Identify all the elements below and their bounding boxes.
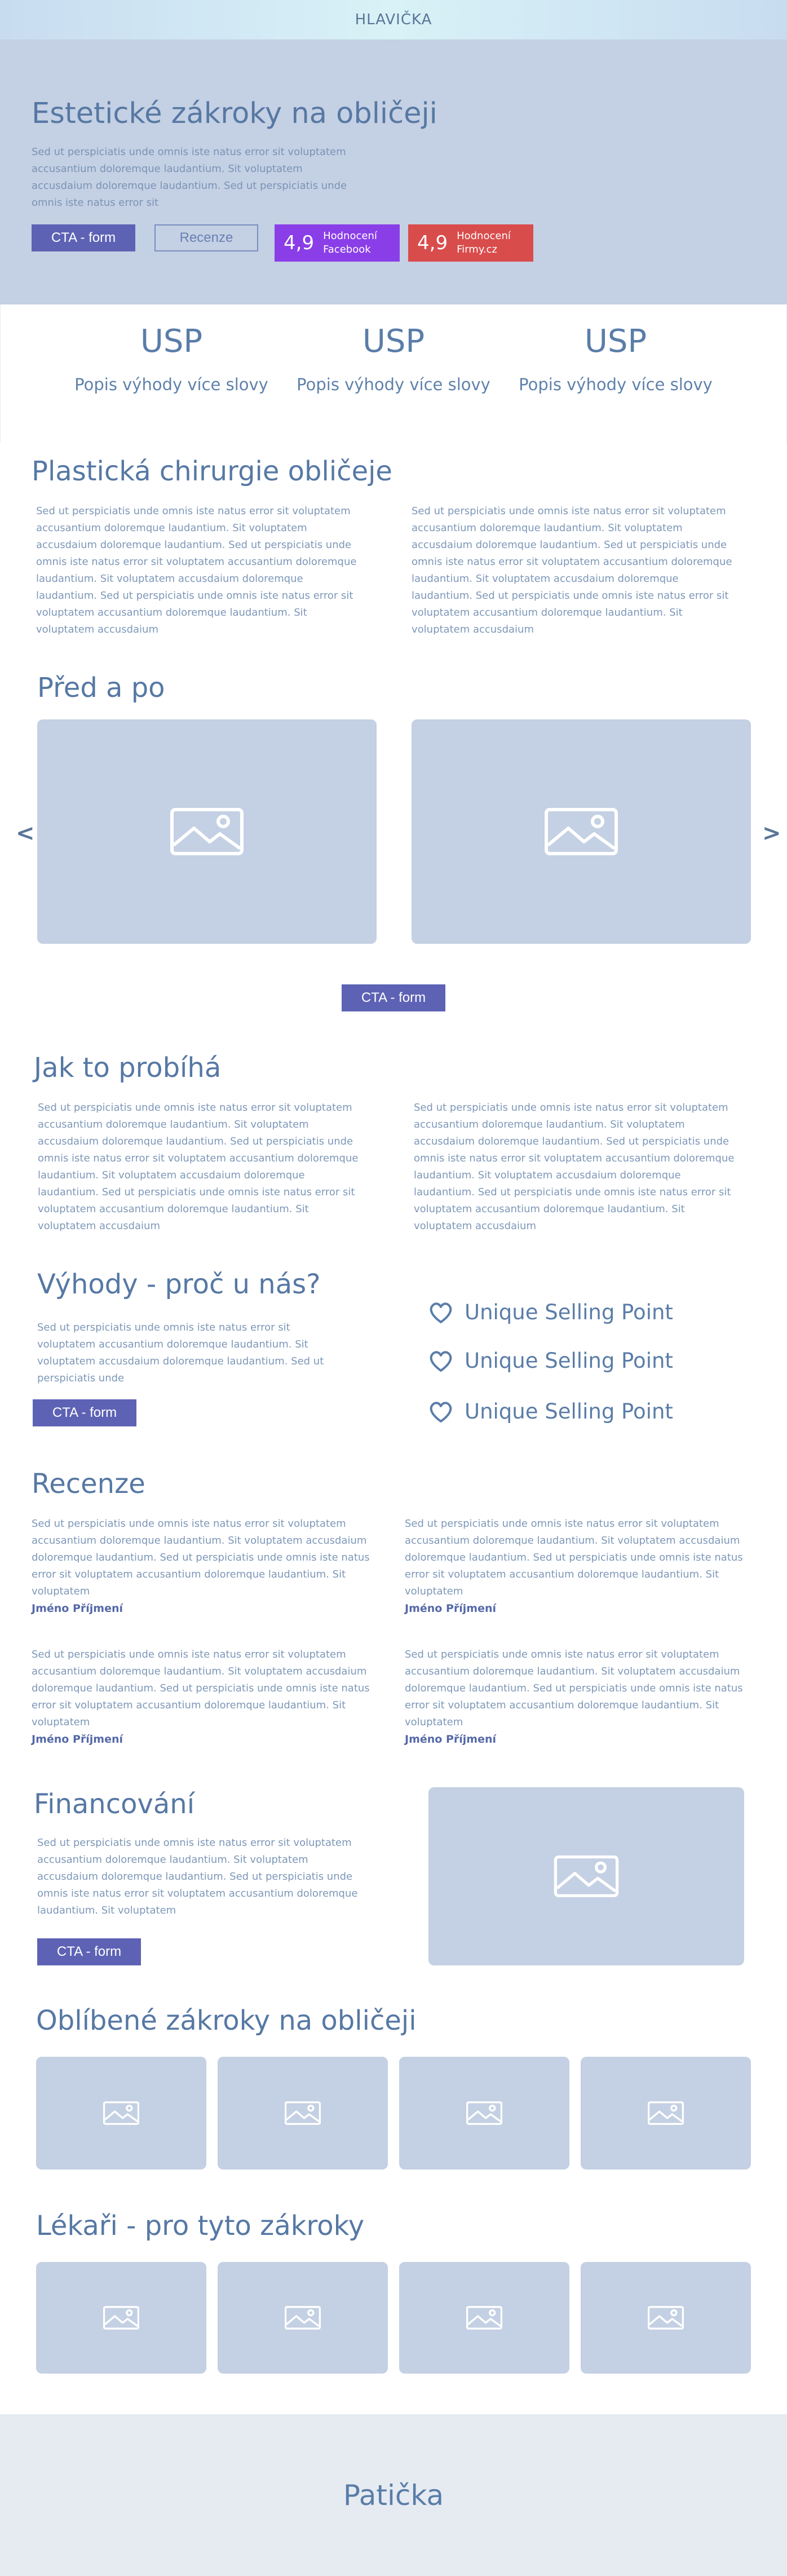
rating-facebook-label: [323, 229, 377, 257]
carousel-prev-arrow[interactable]: <: [16, 820, 35, 846]
doctor-card-2[interactable]: [218, 2262, 388, 2374]
image-placeholder-icon: [103, 2101, 139, 2125]
usp-title-1: USP: [140, 323, 203, 360]
review-text-1: Sed ut perspiciatis unde omnis iste natus error sit voluptatem accusantium doloremque laudantium. Sit voluptatem accusdaium doloremque laudantium. Sed ut perspiciatis unde omnis iste natus error sit voluptatem accusantium doloremque laudantium. Sit voluptatem: [32, 1518, 370, 1597]
after-image: [412, 719, 751, 944]
usp-desc-1: Popis výhody více slovy: [74, 375, 268, 394]
benefit-usp-3: [428, 1399, 673, 1424]
header-bar: [0, 0, 787, 39]
popular-card-1[interactable]: [36, 2057, 206, 2170]
review-name-1: Jméno Příjmení: [32, 1602, 123, 1615]
image-placeholder-icon: [648, 2101, 684, 2125]
plastic-text-col2: Sed ut perspiciatis unde omnis iste natus error sit voluptatem accusantium doloremque laudantium. Sit voluptatem accusdaium doloremque laudantium. Sed ut perspiciatis unde omnis iste natus error sit voluptatem accusantium doloremque laudantium. Sit voluptatem accusdaium doloremque laudantium. Sed ut perspiciatis unde omnis iste natus error sit voluptatem accusantium doloremque laudantium. Sit voluptatem accusdaium: [412, 505, 732, 635]
review-name-2: Jméno Příjmení: [405, 1602, 496, 1615]
image-placeholder-icon: [466, 2306, 502, 2330]
popular-title: Oblíbené zákroky na obličeji: [36, 2005, 417, 2036]
benefit-usp-1: [428, 1300, 673, 1324]
before-image: [37, 719, 377, 944]
benefits-title: Výhody - proč u nás?: [37, 1269, 321, 1300]
popular-card-3[interactable]: [399, 2057, 569, 2170]
rating-firmy-line1: Hodnocení: [457, 230, 511, 242]
usp-desc-2: Popis výhody více slovy: [297, 375, 490, 394]
carousel-next-arrow[interactable]: >: [762, 820, 781, 846]
financing-image: [428, 1787, 744, 1965]
doctors-title: Lékaři - pro tyto zákroky: [36, 2210, 365, 2242]
rating-firmy-line2: Firmy.cz: [457, 244, 497, 255]
image-placeholder-icon: [170, 808, 244, 855]
heart-icon: [428, 1400, 453, 1423]
heart-icon: [428, 1301, 453, 1324]
image-placeholder-icon: [466, 2101, 502, 2125]
footer: [0, 2414, 787, 2576]
doctor-card-1[interactable]: [36, 2262, 206, 2374]
image-placeholder-icon: [554, 1855, 619, 1897]
hero-cta-button[interactable]: CTA - form: [32, 224, 135, 251]
process-text-col1: Sed ut perspiciatis unde omnis iste natus error sit voluptatem accusantium doloremque laudantium. Sit voluptatem accusdaium doloremque laudantium. Sed ut perspiciatis unde omnis iste natus error sit voluptatem accusantium doloremque laudantium. Sit voluptatem accusdaium doloremque laudantium. Sed ut perspiciatis unde omnis iste natus error sit voluptatem accusantium doloremque laudantium. Sit voluptatem accusdaium: [38, 1102, 359, 1232]
image-placeholder-icon: [545, 808, 618, 855]
review-name-3: Jméno Příjmení: [32, 1733, 123, 1746]
rating-facebook-line1: Hodnocení: [323, 230, 377, 242]
hero-title: Estetické zákroky na obličeji: [32, 97, 437, 130]
image-placeholder-icon: [285, 2101, 321, 2125]
benefits-text: Sed ut perspiciatis unde omnis iste natus error sit voluptatem accusantium doloremque laudantium. Sit voluptatem accusdaium doloremque laudantium. Sed ut perspiciatis unde: [37, 1322, 324, 1384]
image-placeholder-icon: [103, 2306, 139, 2330]
financing-text: Sed ut perspiciatis unde omnis iste natus error sit voluptatem accusantium doloremque laudantium. Sit voluptatem accusdaium doloremque laudantium. Sed ut perspiciatis unde omnis iste natus error sit voluptatem accusantium doloremque laudantium. Sit voluptatem: [37, 1837, 358, 1916]
financing-title: Financování: [34, 1788, 195, 1820]
image-placeholder-icon: [648, 2306, 684, 2330]
process-text-col2: Sed ut perspiciatis unde omnis iste natus error sit voluptatem accusantium doloremque laudantium. Sit voluptatem accusdaium doloremque laudantium. Sed ut perspiciatis unde omnis iste natus error sit voluptatem accusantium doloremque laudantium. Sit voluptatem accusdaium doloremque laudantium. Sed ut perspiciatis unde omnis iste natus error sit voluptatem accusantium doloremque laudantium. Sit voluptatem accusdaium: [414, 1102, 735, 1232]
image-placeholder-icon: [285, 2306, 321, 2330]
benefits-cta-button[interactable]: CTA - form: [33, 1399, 136, 1426]
usp-title-2: USP: [362, 323, 425, 360]
doctor-card-4[interactable]: [581, 2262, 751, 2374]
benefit-usp-2: [428, 1349, 673, 1373]
rating-facebook-line2: Facebook: [323, 244, 371, 255]
popular-card-4[interactable]: [581, 2057, 751, 2170]
before-after-cta-button[interactable]: CTA - form: [342, 984, 445, 1011]
usp-desc-3: Popis výhody více slovy: [519, 375, 713, 394]
doctor-card-3[interactable]: [399, 2262, 569, 2374]
footer-title: Patička: [343, 2478, 444, 2512]
review-text-4: Sed ut perspiciatis unde omnis iste natus error sit voluptatem accusantium doloremque laudantium. Sit voluptatem accusdaium doloremque laudantium. Sed ut perspiciatis unde omnis iste natus error sit voluptatem accusantium doloremque laudantium. Sit voluptatem: [405, 1649, 743, 1728]
hero-text: Sed ut perspiciatis unde omnis iste natus error sit voluptatem accusantium doloremque laudantium. Sit voluptatem accusdaium doloremque laudantium. Sed ut perspiciatis unde omnis iste natus error sit: [32, 146, 347, 209]
popular-card-2[interactable]: [218, 2057, 388, 2170]
review-name-4: Jméno Příjmení: [405, 1733, 496, 1746]
benefit-usp-label-3: Unique Selling Point: [465, 1399, 673, 1424]
reviews-title: Recenze: [32, 1468, 145, 1500]
heart-icon: [428, 1350, 453, 1372]
benefit-usp-label-1: Unique Selling Point: [465, 1300, 673, 1324]
header-title: HLAVIČKA: [355, 11, 432, 28]
rating-firmy-badge[interactable]: [408, 224, 533, 262]
before-after-title: Před a po: [37, 672, 165, 704]
rating-firmy-label: [457, 229, 511, 257]
benefit-usp-label-2: Unique Selling Point: [465, 1349, 673, 1373]
review-text-2: Sed ut perspiciatis unde omnis iste natus error sit voluptatem accusantium doloremque laudantium. Sit voluptatem accusdaium doloremque laudantium. Sed ut perspiciatis unde omnis iste natus error sit voluptatem accusantium doloremque laudantium. Sit voluptatem: [405, 1518, 743, 1597]
financing-cta-button[interactable]: CTA - form: [37, 1938, 141, 1965]
plastic-text-col1: Sed ut perspiciatis unde omnis iste natus error sit voluptatem accusantium doloremque laudantium. Sit voluptatem accusdaium doloremque laudantium. Sed ut perspiciatis unde omnis iste natus error sit voluptatem accusantium doloremque laudantium. Sit voluptatem accusdaium doloremque laudantium. Sed ut perspiciatis unde omnis iste natus error sit voluptatem accusantium doloremque laudantium. Sit voluptatem accusdaium: [36, 505, 357, 635]
usp-title-3: USP: [584, 323, 647, 360]
rating-firmy-value: 4,9: [417, 232, 448, 254]
rating-facebook-value: 4,9: [284, 232, 315, 254]
hero-reviews-button[interactable]: Recenze: [154, 224, 258, 251]
process-title: Jak to probíhá: [34, 1052, 222, 1084]
rating-facebook-badge[interactable]: [275, 224, 400, 262]
plastic-title: Plastická chirurgie obličeje: [32, 456, 392, 487]
review-text-3: Sed ut perspiciatis unde omnis iste natus error sit voluptatem accusantium doloremque laudantium. Sit voluptatem accusdaium doloremque laudantium. Sed ut perspiciatis unde omnis iste natus error sit voluptatem accusantium doloremque laudantium. Sit voluptatem: [32, 1649, 370, 1728]
